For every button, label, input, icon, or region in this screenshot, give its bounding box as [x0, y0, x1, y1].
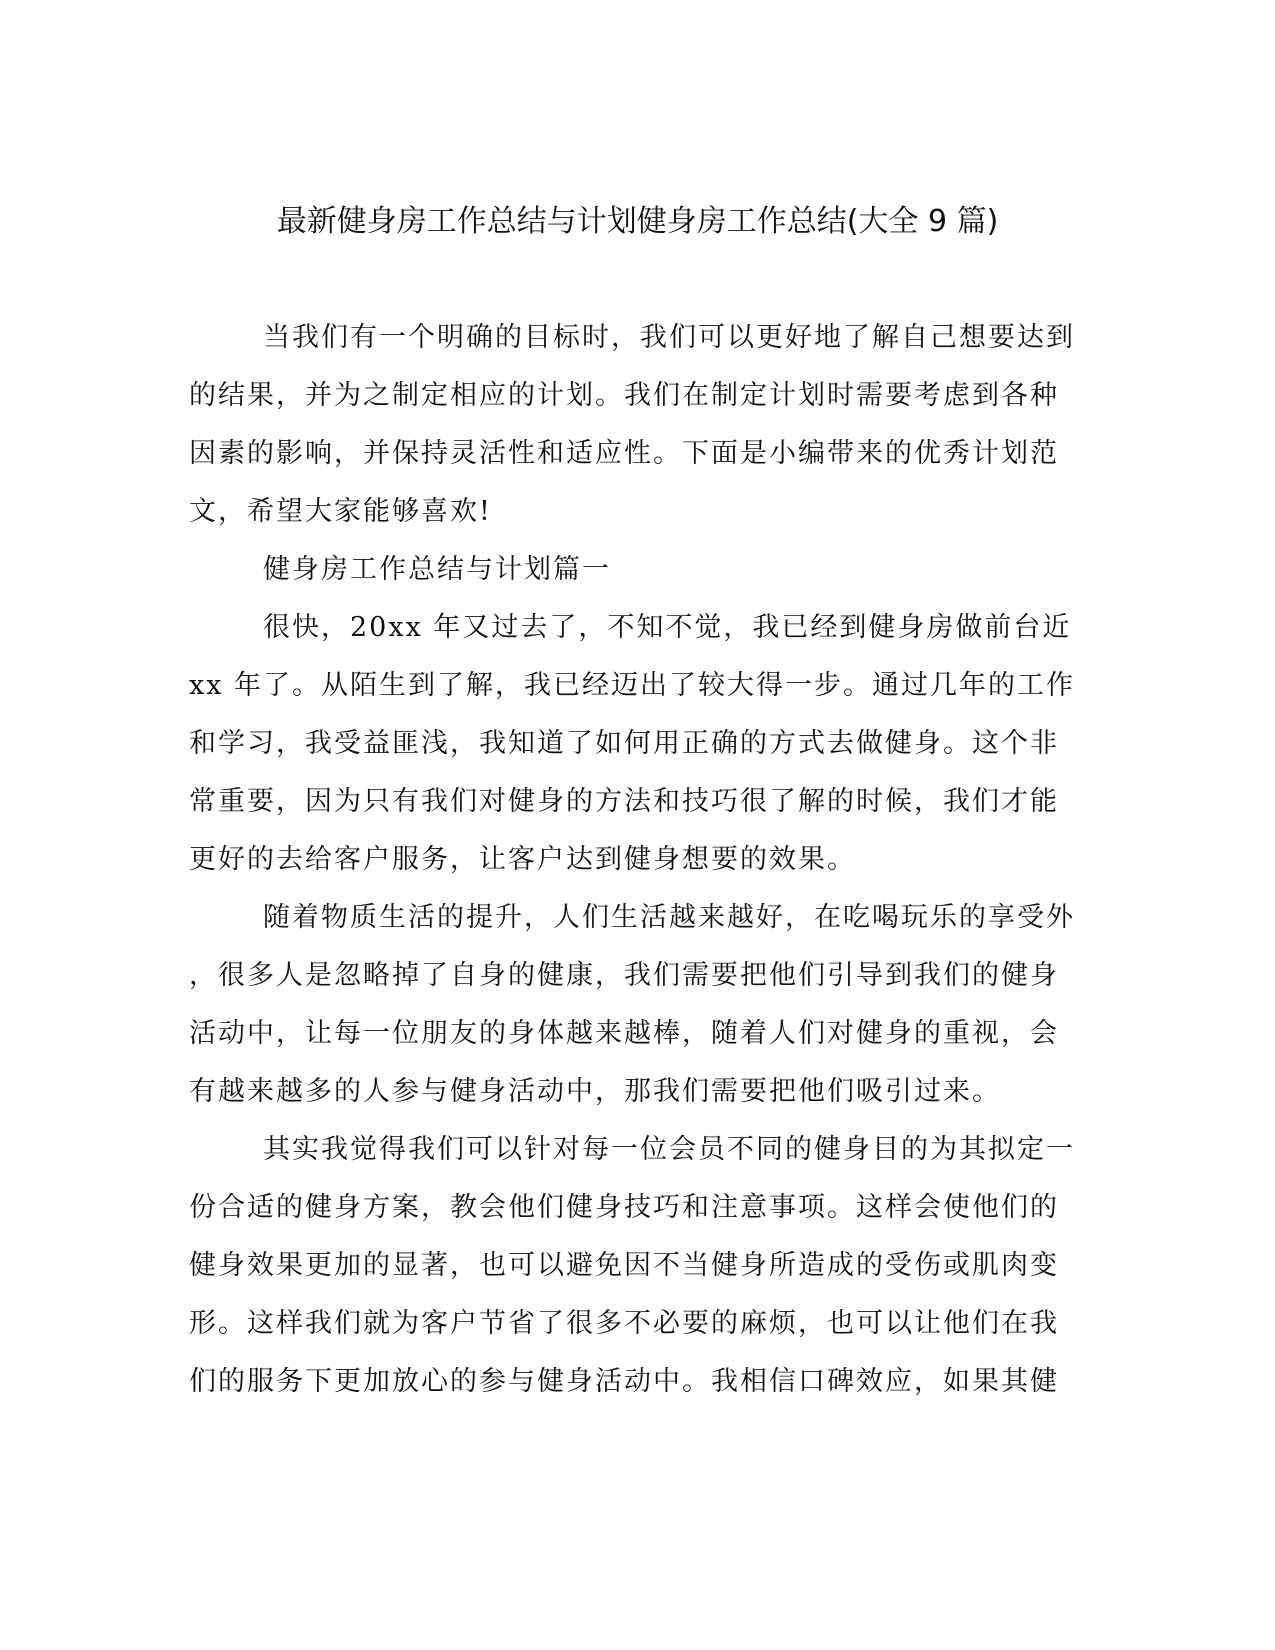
paragraph-line: 和学习，我受益匪浅，我知道了如何用正确的方式去做健身。这个非 [189, 728, 1059, 759]
paragraph-line: 随着物质生活的提升，人们生活越来越好，在吃喝玩乐的享受外 [263, 902, 1075, 933]
paragraph-line: 更好的去给客户服务，让客户达到健身想要的效果。 [189, 844, 856, 875]
paragraph-line: 形。这样我们就为客户节省了很多不必要的麻烦，也可以让他们在我 [189, 1308, 1059, 1339]
paragraph-line: 因素的影响，并保持灵活性和适应性。下面是小编带来的优秀计划范 [189, 438, 1059, 469]
paragraph-line: 活动中，让每一位朋友的身体越来越棒，随着人们对健身的重视，会 [189, 1018, 1059, 1049]
paragraph-line: 健身效果更加的显著，也可以避免因不当健身所造成的受伤或肌肉变 [189, 1250, 1059, 1281]
section-heading: 健身房工作总结与计划篇一 [263, 554, 611, 585]
paragraph-line: 们的服务下更加放心的参与健身活动中。我相信口碑效应，如果其健 [189, 1366, 1059, 1397]
paragraph-line: xx 年了。从陌生到了解，我已经迈出了较大得一步。通过几年的工作 [189, 670, 1076, 701]
paragraph-line: 很快，20xx 年又过去了，不知不觉，我已经到健身房做前台近 [263, 612, 1072, 643]
paragraph-line: ，很多人是忽略掉了自身的健康，我们需要把他们引导到我们的健身 [189, 960, 1059, 991]
paragraph-line: 其实我觉得我们可以针对每一位会员不同的健身目的为其拟定一 [263, 1134, 1075, 1165]
paragraph-line: 当我们有一个明确的目标时，我们可以更好地了解自己想要达到 [263, 322, 1075, 353]
paragraph-line: 文，希望大家能够喜欢! [189, 496, 492, 527]
document-title: 最新健身房工作总结与计划健身房工作总结(大全 9 篇) [276, 204, 999, 239]
paragraph-line: 的结果，并为之制定相应的计划。我们在制定计划时需要考虑到各种 [189, 380, 1059, 411]
paragraph-line: 有越来越多的人参与健身活动中，那我们需要把他们吸引过来。 [189, 1076, 1001, 1107]
paragraph-line: 常重要，因为只有我们对健身的方法和技巧很了解的时候，我们才能 [189, 786, 1059, 817]
paragraph-line: 份合适的健身方案，教会他们健身技巧和注意事项。这样会使他们的 [189, 1192, 1059, 1223]
